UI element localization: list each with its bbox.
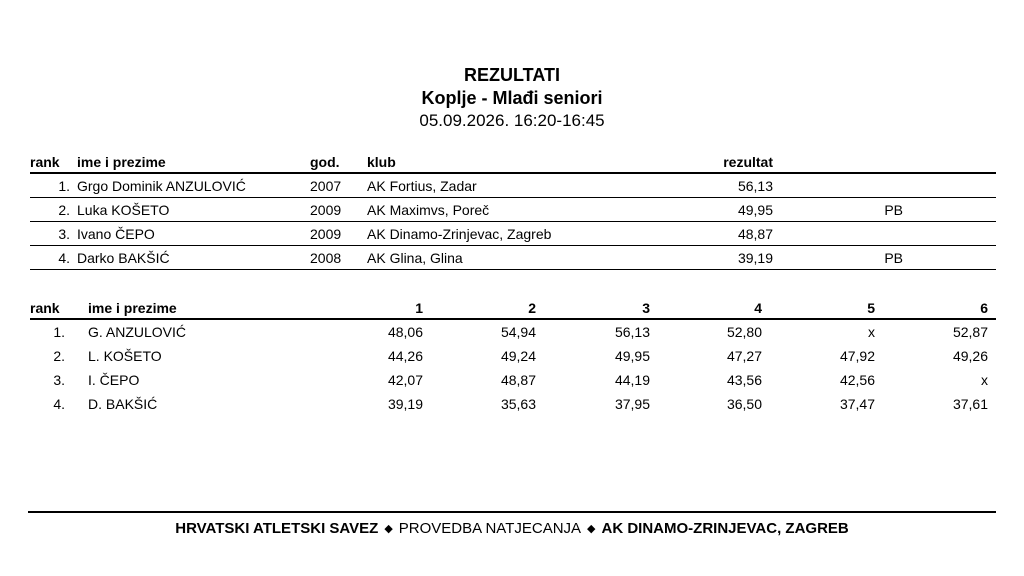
- attempt-cell: x: [981, 372, 988, 388]
- year-cell: 2007: [310, 177, 342, 194]
- rank-cell: 2.: [58, 201, 70, 218]
- attempt-cell: 48,06: [387, 324, 423, 340]
- col-name-header: ime i prezime: [77, 154, 166, 170]
- federation-name: HRVATSKI ATLETSKI SAVEZ: [175, 520, 379, 537]
- attempts-table: [30, 297, 996, 416]
- event-name: Koplje - Mlađi seniori: [421, 88, 603, 108]
- organizer-name: AK DINAMO-ZRINJEVAC, ZAGREB: [601, 520, 849, 537]
- name-cell: Grgo Dominik ANZULOVIĆ: [77, 177, 246, 194]
- col-attempt-6-header: 6: [980, 299, 988, 316]
- table-row: [30, 344, 996, 368]
- attempt-cell: 52,80: [726, 324, 762, 340]
- rank-cell: 1.: [53, 324, 65, 340]
- result-cell: 48,87: [737, 225, 773, 242]
- rank-cell: 4.: [53, 396, 65, 412]
- note-cell: PB: [884, 249, 903, 266]
- year-cell: 2008: [310, 249, 342, 266]
- table-row: [30, 174, 996, 198]
- note-cell: PB: [884, 201, 903, 218]
- attempt-cell: 39,19: [387, 396, 423, 412]
- attempt-cell: 43,56: [726, 372, 762, 388]
- attempt-cell: 52,87: [952, 324, 988, 340]
- club-cell: AK Fortius, Zadar: [367, 177, 477, 194]
- attempt-cell: 37,47: [839, 396, 875, 412]
- table-row: [30, 246, 996, 270]
- table-row: [30, 222, 996, 246]
- document-title: REZULTATI: [464, 65, 560, 85]
- rank-cell: 3.: [58, 225, 70, 242]
- diamond-icon: ◆: [384, 523, 393, 535]
- club-cell: AK Maximvs, Poreč: [367, 201, 490, 218]
- attempt-cell: 44,19: [614, 372, 650, 388]
- attempt-cell: 42,07: [387, 372, 423, 388]
- attempt-cell: 35,63: [500, 396, 536, 412]
- event-datetime: 05.09.2026. 16:20-16:45: [419, 111, 605, 130]
- results-table: [30, 152, 996, 270]
- rank-cell: 4.: [58, 249, 70, 266]
- col-attempt-2-header: 2: [528, 299, 536, 316]
- table-row: [30, 198, 996, 222]
- col-rank-header: rank: [30, 154, 60, 170]
- name-cell: I. ČEPO: [88, 372, 140, 388]
- rank-cell: 2.: [53, 348, 65, 364]
- year-cell: 2009: [310, 201, 342, 218]
- col-attempt-3-header: 3: [642, 299, 650, 316]
- attempt-cell: 42,56: [839, 372, 875, 388]
- col-name-header: ime i prezime: [88, 299, 177, 316]
- club-cell: AK Dinamo-Zrinjevac, Zagreb: [367, 225, 552, 242]
- attempt-cell: 36,50: [726, 396, 762, 412]
- attempt-cell: 56,13: [614, 324, 650, 340]
- year-cell: 2009: [310, 225, 342, 242]
- attempt-cell: 47,92: [839, 348, 875, 364]
- attempt-cell: 48,87: [500, 372, 536, 388]
- result-cell: 39,19: [737, 249, 773, 266]
- club-cell: AK Glina, Glina: [367, 249, 463, 266]
- table-row: [30, 368, 996, 392]
- attempt-cell: 54,94: [500, 324, 536, 340]
- col-result-header: rezultat: [723, 154, 773, 170]
- col-attempt-4-header: 4: [754, 299, 762, 316]
- attempt-cell: 44,26: [387, 348, 423, 364]
- name-cell: Ivano ČEPO: [77, 225, 155, 242]
- document-footer: [0, 518, 1024, 541]
- organizer-label: PROVEDBA NATJECANJA: [398, 520, 582, 537]
- rank-cell: 3.: [53, 372, 65, 388]
- name-cell: G. ANZULOVIĆ: [88, 324, 187, 340]
- col-club-header: klub: [367, 154, 396, 170]
- attempt-cell: x: [868, 324, 875, 340]
- name-cell: Luka KOŠETO: [77, 201, 170, 218]
- document-header: [0, 64, 1024, 132]
- attempt-cell: 37,61: [952, 396, 988, 412]
- result-cell: 56,13: [737, 177, 773, 194]
- results-header-row: [30, 152, 996, 174]
- footer-divider: [28, 511, 996, 513]
- col-year-header: god.: [310, 154, 340, 170]
- attempt-cell: 47,27: [726, 348, 762, 364]
- name-cell: L. KOŠETO: [88, 348, 162, 364]
- attempts-header-row: [30, 297, 996, 320]
- attempt-cell: 37,95: [614, 396, 650, 412]
- attempt-cell: 49,95: [614, 348, 650, 364]
- table-row: [30, 320, 996, 344]
- table-row: [30, 392, 996, 416]
- attempt-cell: 49,26: [952, 348, 988, 364]
- name-cell: D. BAKŠIĆ: [88, 396, 158, 412]
- name-cell: Darko BAKŠIĆ: [77, 249, 170, 266]
- attempt-cell: 49,24: [500, 348, 536, 364]
- result-cell: 49,95: [737, 201, 773, 218]
- rank-cell: 1.: [58, 177, 70, 194]
- col-attempt-5-header: 5: [867, 299, 875, 316]
- diamond-icon: ◆: [587, 523, 596, 535]
- col-rank-header: rank: [30, 299, 60, 316]
- col-attempt-1-header: 1: [415, 299, 423, 316]
